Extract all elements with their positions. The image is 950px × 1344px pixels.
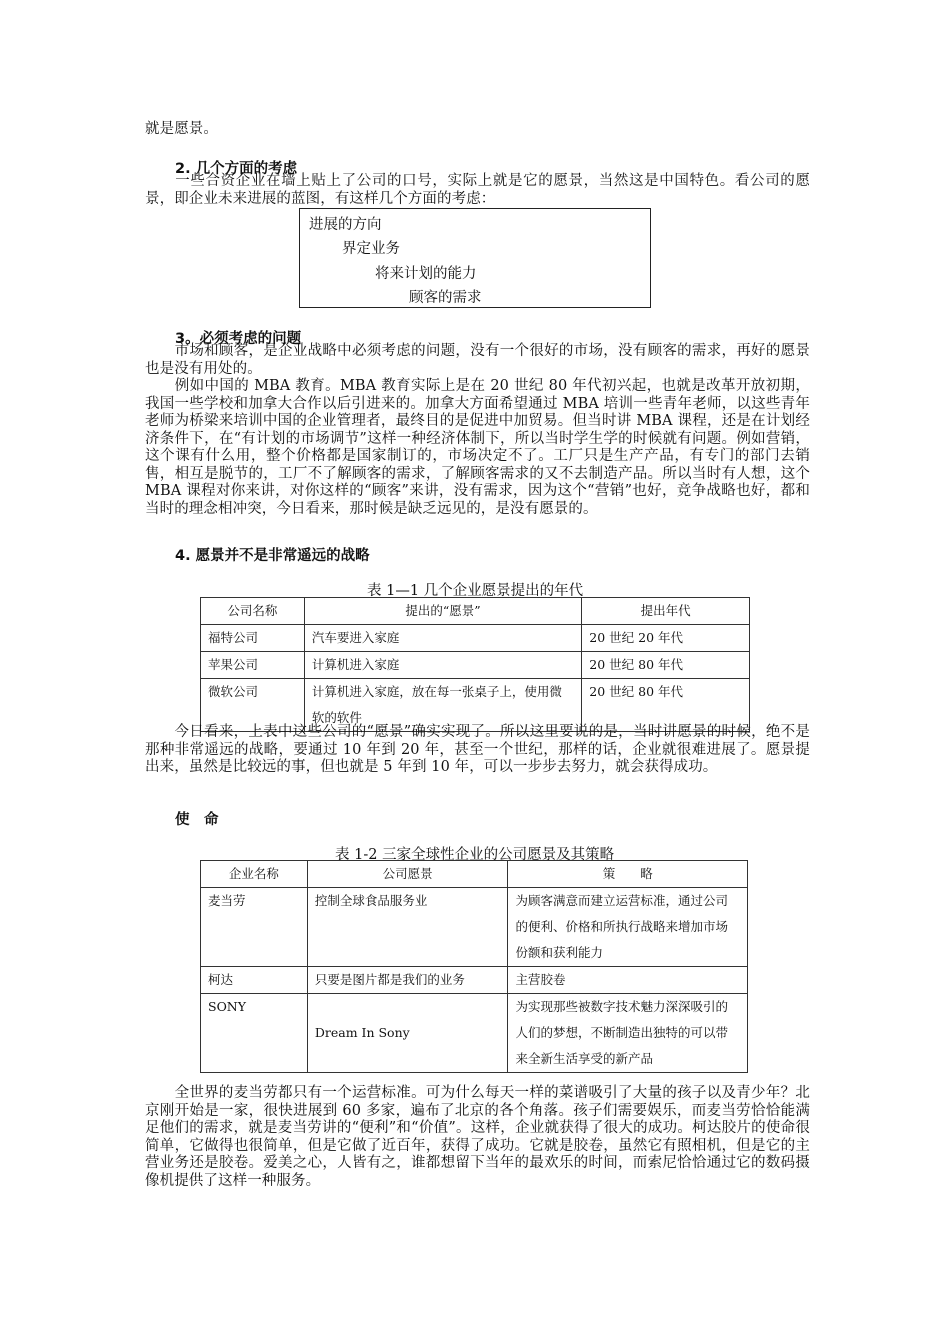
table-cell: 福特公司 [201, 625, 305, 652]
section-4-paragraph: 今日看来，上表中这些公司的“愿景”确实实现了。所以这里要说的是，当时讲愿景的时候，绝不是那种非常遥远的战略，要通过 10 年到 20 年，甚至一个世纪，那样的话，企业就很难进展了。愿景提出来，虽然是比较远的事，但也就是 5 年到 10 年，可以一步步去努力，就会获得成功。 [145, 724, 810, 775]
header-cell: 公司名称 [201, 598, 305, 625]
table-cell: 微软公司 [201, 679, 305, 732]
table-header-row [201, 861, 748, 888]
mission-paragraph: 全世界的麦当劳都只有一个运营标准。可为什么每天一样的菜谱吸引了大量的孩子以及青少年？北京刚开始是一家，很快进展到 60 多家，遍布了北京的各个角落。孩子们需要娱乐，而麦当劳恰恰能满足他们的需求，就是麦当劳讲的“便利”和“价值”。这样，企业就获得了很大的成功。柯达胶片的使命很简单，它做得也很简单，但是它做了近百年，获得了成功。它就是胶卷，虽然它有照相机，但是它的主营业务还是胶卷。爱美之心，人皆有之，谁都想留下当年的最欢乐的时间，而索尼恰恰通过它的数码摄像机提供了这样一种服务。 [145, 1085, 810, 1189]
section-2-paragraph: 一些合资企业在墙上贴上了公司的口号，实际上就是它的愿景，当然这是中国特色。看公司的愿景，即企业未来进展的蓝图，有这样几个方面的考虑： [145, 173, 810, 207]
table-cell: 20 世纪 80 年代 [582, 679, 750, 732]
section-3-heading: 3。必须考虑的问题 [175, 331, 302, 347]
table-cell: 20 世纪 20 年代 [582, 625, 750, 652]
considerations-box [299, 208, 651, 308]
section-3-paragraph-1: 市场和顾客，是企业战略中必须考虑的问题，没有一个很好的市场，没有顾客的需求，再好的愿景也是没有用处的。 [145, 343, 810, 377]
header-cell: 提出的“愿景” [304, 598, 581, 625]
table-2-caption: 表 1-2 三家全球性企业的公司愿景及其策略 [335, 847, 615, 863]
table-cell: 只要是图片都是我们的业务 [307, 967, 508, 994]
header-cell: 公司愿景 [307, 861, 508, 888]
table-2 [200, 860, 748, 1073]
table-cell: 计算机进入家庭 [304, 652, 581, 679]
table-cell: 控制全球食品服务业 [307, 888, 508, 967]
box-item: 将来计划的能力 [375, 266, 477, 282]
table-cell: 汽车要进入家庭 [304, 625, 581, 652]
box-item: 顾客的需求 [409, 290, 482, 306]
table-cell: 为顾客满意而建立运营标准，通过公司的便利、价格和所执行战略来增加市场份额和获利能力 [508, 888, 748, 967]
table-row [201, 888, 748, 967]
table-cell: 柯达 [201, 967, 308, 994]
mission-heading: 使 命 [175, 812, 219, 828]
section-3-paragraph-2: 例如中国的 MBA 教育。MBA 教育实际上是在 20 世纪 80 年代初兴起，也就是改革开放初期，我国一些学校和加拿大合作以后引进来的。加拿大方面希望通过 MBA 培训一些青年老师，以这些青年老师为桥梁来培训中国的企业管理者，最终目的是促进中加贸易。但当时讲 MBA 课程，还是在计划经济条件下，在“有计划的市场调节”这样一种经济体制下，所以当时学生学的时候就有问题。例如营销，这个课有什么用，整个价格都是国家制订的，市场决定不了。工厂只是生产产品，有专门的部门去销售，相互是脱节的，工厂不了解顾客的需求，了解顾客需求的又不去制造产品。所以当时有人想，这个 MBA 课程对你来讲，对你这样的“顾客”来讲，没有需求，因为这个“营销”也好，竞争战略也好，都和当时的理念相冲突，今日看来，那时候是缺乏远见的，是没有愿景的。 [145, 378, 810, 517]
intro-tail-text: 就是愿景。 [145, 121, 218, 137]
table-row [201, 652, 750, 679]
table-cell: 麦当劳 [201, 888, 308, 967]
table-cell: SONY [201, 994, 308, 1073]
table-header-row [201, 598, 750, 625]
table-cell: 计算机进入家庭，放在每一张桌子上，使用微软的软件 [304, 679, 581, 732]
table-cell: 主营胶卷 [508, 967, 748, 994]
table-row [201, 994, 748, 1073]
header-cell: 提出年代 [582, 598, 750, 625]
box-item: 界定业务 [342, 241, 400, 257]
section-2-heading: 2. 几个方面的考虑 [175, 161, 298, 177]
table-row [201, 625, 750, 652]
table-cell: 为实现那些被数字技术魅力深深吸引的人们的梦想，不断制造出独特的可以带来全新生活享受的新产品 [508, 994, 748, 1073]
table-cell: Dream In Sony [307, 994, 508, 1073]
header-cell: 策 略 [508, 861, 748, 888]
table-1-caption: 表 1—1 几个企业愿景提出的年代 [367, 583, 584, 599]
header-cell: 企业名称 [201, 861, 308, 888]
table-cell: 苹果公司 [201, 652, 305, 679]
section-4-heading: 4. 愿景并不是非常遥远的战略 [175, 548, 370, 564]
box-item: 进展的方向 [309, 217, 382, 233]
table-cell: 20 世纪 80 年代 [582, 652, 750, 679]
table-1 [200, 597, 750, 732]
table-row [201, 967, 748, 994]
